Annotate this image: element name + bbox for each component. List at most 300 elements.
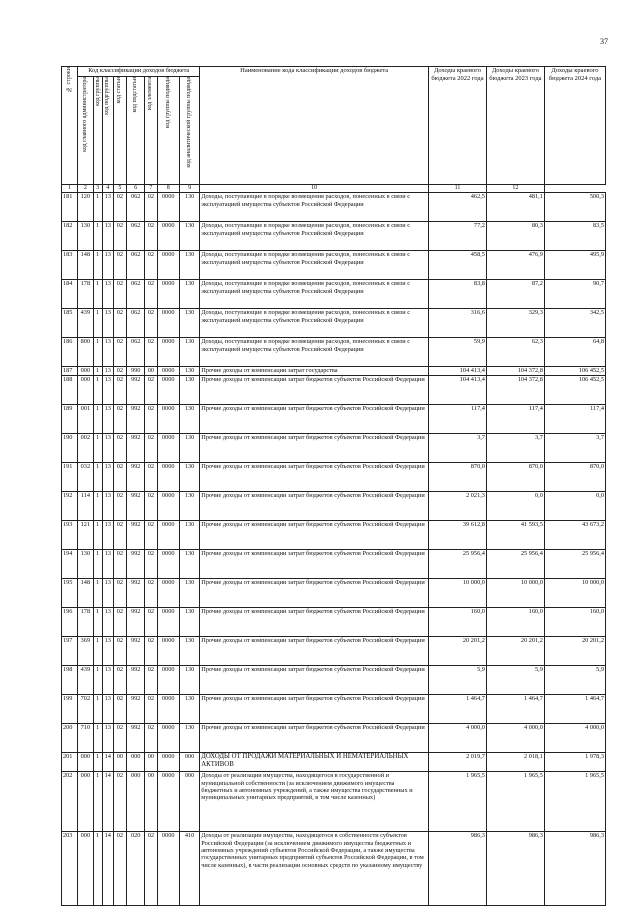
income-name: Прочие доходы от компенсации затрат бюджетов субъектов Российской Федерации [200, 550, 429, 579]
code-cell: 062 [127, 280, 145, 309]
classification-code-header: Код классификации доходов бюджета [78, 67, 200, 77]
income-2023-header: Доходы краевого бюджета 2023 года [486, 67, 544, 185]
row-number: 187 [62, 367, 78, 376]
income-value-2023: 476,9 [486, 251, 544, 280]
code-cell: 178 [78, 280, 93, 309]
income-value-2023: 2 018,1 [486, 753, 544, 772]
income-name: Прочие доходы от компенсации затрат бюджетов субъектов Российской Федерации [200, 637, 429, 666]
code-cell: 1 [93, 666, 102, 695]
income-value-2023: 870,0 [486, 463, 544, 492]
table-row [62, 637, 606, 666]
code-cell: 1 [93, 492, 102, 521]
code-cell: 13 [102, 309, 113, 338]
code-cell: 0000 [157, 463, 179, 492]
code-cell: 00 [145, 772, 157, 832]
income-value-2024: 0,0 [544, 492, 605, 521]
income-value-2022: 83,8 [429, 280, 487, 309]
table-row [62, 608, 606, 637]
row-number: 183 [62, 251, 78, 280]
column-number: 11 [429, 185, 487, 193]
code-header-5: код подстатьи [127, 77, 145, 185]
code-cell: 1 [93, 309, 102, 338]
code-cell: 00 [145, 367, 157, 376]
code-cell: 0000 [157, 637, 179, 666]
code-cell: 130 [179, 222, 199, 251]
code-cell: 0000 [157, 666, 179, 695]
table-row [62, 338, 606, 367]
code-cell: 062 [127, 193, 145, 222]
row-number: 203 [62, 832, 78, 906]
column-number: 9 [179, 185, 199, 193]
code-cell: 0000 [157, 521, 179, 550]
code-cell: 130 [179, 193, 199, 222]
income-value-2023: 62,3 [486, 338, 544, 367]
code-cell: 02 [145, 832, 157, 906]
code-cell: 1 [93, 434, 102, 463]
income-value-2022: 1 464,7 [429, 695, 487, 724]
code-cell: 130 [179, 724, 199, 753]
table-row [62, 550, 606, 579]
table-row [62, 280, 606, 309]
code-cell: 062 [127, 251, 145, 280]
income-value-2022: 77,2 [429, 222, 487, 251]
income-value-2023: 986,3 [486, 832, 544, 906]
row-number: 190 [62, 434, 78, 463]
code-cell: 800 [78, 338, 93, 367]
code-cell: 1 [93, 608, 102, 637]
code-cell: 002 [78, 434, 93, 463]
code-cell: 1 [93, 521, 102, 550]
row-number: 195 [62, 579, 78, 608]
income-value-2024: 5,9 [544, 666, 605, 695]
income-value-2024: 1 965,5 [544, 772, 605, 832]
code-cell: 13 [102, 579, 113, 608]
code-cell: 02 [113, 724, 126, 753]
income-value-2023: 3,7 [486, 434, 544, 463]
income-value-2024: 117,4 [544, 405, 605, 434]
income-value-2023: 117,4 [486, 405, 544, 434]
code-cell: 1 [93, 772, 102, 832]
row-number: 199 [62, 695, 78, 724]
code-cell: 1 [93, 251, 102, 280]
income-value-2022: 10 000,0 [429, 579, 487, 608]
code-cell: 14 [102, 753, 113, 772]
row-number: 182 [62, 222, 78, 251]
income-value-2022: 3,7 [429, 434, 487, 463]
row-number: 193 [62, 521, 78, 550]
income-value-2023: 481,1 [486, 193, 544, 222]
income-value-2023: 104 372,8 [486, 376, 544, 405]
code-cell: 992 [127, 579, 145, 608]
table-row [62, 405, 606, 434]
code-cell: 0000 [157, 280, 179, 309]
table-row [62, 753, 606, 772]
income-value-2022: 458,5 [429, 251, 487, 280]
code-cell: 02 [145, 309, 157, 338]
income-name: Прочие доходы от компенсации затрат бюджетов субъектов Российской Федерации [200, 434, 429, 463]
code-cell: 13 [102, 695, 113, 724]
code-cell: 13 [102, 724, 113, 753]
income-name: Прочие доходы от компенсации затрат бюджетов субъектов Российской Федерации [200, 405, 429, 434]
budget-income-table [61, 66, 606, 906]
code-cell: 13 [102, 550, 113, 579]
code-cell: 02 [113, 832, 126, 906]
income-name: Доходы, поступающие в порядке возмещения расходов, понесенных в связи с эксплуатацией имущества субъектов Российской Федерации [200, 222, 429, 251]
income-name: Доходы от реализации имущества, находящегося в собственности субъектов Российской Федерации (за исключением движимого имущества бюджетных и автономных учреждений субъектов Российской Федерации, а также имущества государственных унитарных предприятий субъектов Российской Федерации, в том числе казенных), в части реализации основных средств по указанному имуществу [200, 832, 429, 906]
income-name: Прочие доходы от компенсации затрат бюджетов субъектов Российской Федерации [200, 463, 429, 492]
column-number: 4 [102, 185, 113, 193]
income-value-2023: 329,3 [486, 309, 544, 338]
code-header-2: код группы [93, 77, 102, 185]
code-cell: 130 [179, 521, 199, 550]
row-number-header: № строки [62, 67, 78, 185]
code-cell: 02 [145, 492, 157, 521]
code-cell: 02 [113, 521, 126, 550]
table-row [62, 251, 606, 280]
code-cell: 0000 [157, 367, 179, 376]
code-cell: 02 [145, 637, 157, 666]
code-cell: 02 [145, 521, 157, 550]
code-cell: 130 [179, 251, 199, 280]
code-cell: 0000 [157, 338, 179, 367]
column-number: 1 [62, 185, 78, 193]
income-name: ДОХОДЫ ОТ ПРОДАЖИ МАТЕРИАЛЬНЫХ И НЕМАТЕРИАЛЬНЫХ АКТИВОВ [200, 753, 429, 772]
page-number: 37 [600, 37, 608, 46]
code-cell: 14 [102, 832, 113, 906]
code-cell: 062 [127, 338, 145, 367]
income-value-2024: 3,7 [544, 434, 605, 463]
code-cell: 130 [78, 222, 93, 251]
code-cell: 020 [127, 832, 145, 906]
code-header-1: код главного администратора [78, 77, 93, 185]
code-cell: 14 [102, 772, 113, 832]
code-cell: 1 [93, 579, 102, 608]
code-cell: 0000 [157, 376, 179, 405]
column-number: 3 [93, 185, 102, 193]
code-cell: 148 [78, 579, 93, 608]
code-cell: 1 [93, 695, 102, 724]
code-cell: 0000 [157, 695, 179, 724]
income-value-2022: 5,9 [429, 666, 487, 695]
income-value-2023: 20 201,2 [486, 637, 544, 666]
code-cell: 13 [102, 463, 113, 492]
income-value-2022: 1 965,5 [429, 772, 487, 832]
code-cell: 0000 [157, 550, 179, 579]
code-cell: 000 [78, 832, 93, 906]
table-row [62, 193, 606, 222]
code-header-6: код элемента [145, 77, 157, 185]
income-name: Прочие доходы от компенсации затрат бюджетов субъектов Российской Федерации [200, 492, 429, 521]
income-2022-header: Доходы краевого бюджета 2022 года [429, 67, 487, 185]
code-cell: 130 [179, 695, 199, 724]
code-cell: 02 [113, 434, 126, 463]
income-name: Доходы, поступающие в порядке возмещения расходов, понесенных в связи с эксплуатацией имущества субъектов Российской Федерации [200, 280, 429, 309]
code-cell: 992 [127, 434, 145, 463]
code-cell: 130 [179, 492, 199, 521]
code-cell: 0000 [157, 772, 179, 832]
table-row [62, 309, 606, 338]
code-cell: 130 [179, 338, 199, 367]
code-cell: 0000 [157, 832, 179, 906]
column-number: 8 [157, 185, 179, 193]
code-cell: 992 [127, 376, 145, 405]
code-cell: 130 [179, 280, 199, 309]
row-number: 186 [62, 338, 78, 367]
code-cell: 130 [179, 367, 199, 376]
column-number: 6 [127, 185, 145, 193]
table-row [62, 772, 606, 832]
income-value-2022: 462,5 [429, 193, 487, 222]
income-value-2024: 986,3 [544, 832, 605, 906]
code-cell: 1 [93, 193, 102, 222]
code-cell: 13 [102, 338, 113, 367]
code-header-4: код статьи [113, 77, 126, 185]
income-value-2024: 160,0 [544, 608, 605, 637]
code-cell: 130 [78, 550, 93, 579]
code-cell: 13 [102, 521, 113, 550]
income-value-2024: 500,3 [544, 193, 605, 222]
code-cell: 000 [179, 753, 199, 772]
row-number: 196 [62, 608, 78, 637]
row-number: 189 [62, 405, 78, 434]
column-number: 7 [145, 185, 157, 193]
income-value-2024: 106 452,5 [544, 376, 605, 405]
code-cell: 02 [113, 637, 126, 666]
income-value-2022: 870,0 [429, 463, 487, 492]
income-value-2023: 104 372,8 [486, 367, 544, 376]
code-cell: 062 [127, 309, 145, 338]
income-value-2022: 4 000,0 [429, 724, 487, 753]
code-cell: 710 [78, 724, 93, 753]
code-cell: 02 [113, 309, 126, 338]
column-number-row [62, 185, 606, 193]
code-cell: 130 [179, 434, 199, 463]
income-name: Доходы, поступающие в порядке возмещения расходов, понесенных в связи с эксплуатацией имущества субъектов Российской Федерации [200, 193, 429, 222]
income-value-2024: 25 956,4 [544, 550, 605, 579]
income-name: Прочие доходы от компенсации затрат бюджетов субъектов Российской Федерации [200, 521, 429, 550]
code-cell: 992 [127, 521, 145, 550]
code-cell: 1 [93, 724, 102, 753]
income-value-2023: 160,0 [486, 608, 544, 637]
code-cell: 130 [179, 405, 199, 434]
income-value-2022: 2 021,3 [429, 492, 487, 521]
code-cell: 000 [78, 753, 93, 772]
code-cell: 0000 [157, 251, 179, 280]
income-value-2024: 1 464,7 [544, 695, 605, 724]
code-cell: 992 [127, 463, 145, 492]
code-cell: 13 [102, 405, 113, 434]
code-cell: 000 [78, 772, 93, 832]
code-cell: 992 [127, 492, 145, 521]
code-cell: 13 [102, 280, 113, 309]
income-value-2024: 106 452,5 [544, 367, 605, 376]
table-row [62, 463, 606, 492]
income-value-2024: 870,0 [544, 463, 605, 492]
code-cell: 13 [102, 367, 113, 376]
income-name: Доходы, поступающие в порядке возмещения расходов, понесенных в связи с эксплуатацией имущества субъектов Российской Федерации [200, 251, 429, 280]
code-cell: 148 [78, 251, 93, 280]
income-value-2023: 4 000,0 [486, 724, 544, 753]
table-row [62, 666, 606, 695]
row-number: 198 [62, 666, 78, 695]
income-value-2022: 160,0 [429, 608, 487, 637]
code-cell: 02 [145, 724, 157, 753]
code-cell: 13 [102, 492, 113, 521]
income-value-2024: 1 978,3 [544, 753, 605, 772]
code-cell: 121 [78, 521, 93, 550]
income-value-2022: 25 956,4 [429, 550, 487, 579]
code-cell: 062 [127, 222, 145, 251]
code-cell: 130 [179, 579, 199, 608]
code-cell: 000 [78, 376, 93, 405]
table-row [62, 724, 606, 753]
code-cell: 1 [93, 405, 102, 434]
code-cell: 02 [113, 367, 126, 376]
code-cell: 990 [127, 367, 145, 376]
code-cell: 000 [127, 772, 145, 832]
income-value-2024: 43 673,2 [544, 521, 605, 550]
table-row [62, 492, 606, 521]
income-value-2023: 1 464,7 [486, 695, 544, 724]
code-cell: 02 [113, 695, 126, 724]
code-cell: 02 [145, 550, 157, 579]
code-cell: 02 [145, 338, 157, 367]
code-cell: 0000 [157, 222, 179, 251]
code-cell: 0000 [157, 309, 179, 338]
code-cell: 1 [93, 753, 102, 772]
code-cell: 130 [179, 550, 199, 579]
column-number: 2 [78, 185, 93, 193]
code-cell: 02 [113, 193, 126, 222]
code-cell: 02 [145, 405, 157, 434]
code-cell: 1 [93, 222, 102, 251]
code-cell: 992 [127, 550, 145, 579]
income-value-2022: 2 019,7 [429, 753, 487, 772]
code-cell: 1 [93, 376, 102, 405]
income-value-2023: 87,2 [486, 280, 544, 309]
code-cell: 13 [102, 637, 113, 666]
code-cell: 00 [113, 753, 126, 772]
income-value-2022: 20 201,2 [429, 637, 487, 666]
code-cell: 13 [102, 222, 113, 251]
code-cell: 02 [145, 608, 157, 637]
table-row [62, 434, 606, 463]
row-number: 194 [62, 550, 78, 579]
code-cell: 02 [145, 251, 157, 280]
code-cell: 0000 [157, 434, 179, 463]
code-cell: 178 [78, 608, 93, 637]
code-cell: 992 [127, 405, 145, 434]
code-cell: 13 [102, 666, 113, 695]
code-header-8: код аналитической группы подвида [179, 77, 199, 185]
code-cell: 130 [179, 608, 199, 637]
code-cell: 000 [78, 367, 93, 376]
code-cell: 02 [113, 772, 126, 832]
code-cell: 02 [113, 338, 126, 367]
code-cell: 02 [145, 666, 157, 695]
code-cell: 02 [113, 463, 126, 492]
table-row [62, 521, 606, 550]
income-value-2024: 83,5 [544, 222, 605, 251]
income-value-2022: 316,6 [429, 309, 487, 338]
code-cell: 992 [127, 608, 145, 637]
code-cell: 1 [93, 367, 102, 376]
table-row [62, 376, 606, 405]
code-cell: 130 [179, 637, 199, 666]
income-name: Прочие доходы от компенсации затрат бюджетов субъектов Российской Федерации [200, 666, 429, 695]
code-cell: 992 [127, 695, 145, 724]
code-cell: 02 [145, 193, 157, 222]
name-header: Наименование кода классификации доходов бюджета [200, 67, 429, 185]
code-cell: 130 [179, 666, 199, 695]
code-cell: 130 [179, 376, 199, 405]
code-cell: 000 [179, 772, 199, 832]
code-header-3: код подгруппы [102, 77, 113, 185]
code-cell: 13 [102, 251, 113, 280]
income-value-2023: 10 000,0 [486, 579, 544, 608]
code-cell: 0000 [157, 753, 179, 772]
income-2024-header: Доходы краевого бюджета 2024 года [544, 67, 605, 185]
code-cell: 13 [102, 608, 113, 637]
table-row [62, 579, 606, 608]
income-value-2022: 117,4 [429, 405, 487, 434]
code-cell: 1 [93, 280, 102, 309]
income-value-2023: 1 965,5 [486, 772, 544, 832]
income-value-2024: 64,8 [544, 338, 605, 367]
row-number: 184 [62, 280, 78, 309]
income-value-2024: 495,9 [544, 251, 605, 280]
code-cell: 02 [113, 550, 126, 579]
code-cell: 369 [78, 637, 93, 666]
code-cell: 702 [78, 695, 93, 724]
column-number: 10 [200, 185, 429, 193]
code-cell: 1 [93, 338, 102, 367]
income-name: Доходы от реализации имущества, находящегося в государственной и муниципальной собственности (за исключением движимого имущества бюджетных и автономных учреждений, а также имущества государственных и муниципальных унитарных предприятий, в том числе казенных) [200, 772, 429, 832]
income-name: Прочие доходы от компенсации затрат государства [200, 367, 429, 376]
code-cell: 02 [113, 666, 126, 695]
code-cell: 410 [179, 832, 199, 906]
income-value-2024: 90,7 [544, 280, 605, 309]
code-cell: 02 [113, 405, 126, 434]
income-value-2022: 39 612,8 [429, 521, 487, 550]
income-value-2024: 20 201,2 [544, 637, 605, 666]
code-cell: 02 [113, 222, 126, 251]
code-cell: 02 [145, 434, 157, 463]
code-cell: 1 [93, 463, 102, 492]
income-value-2024: 4 000,0 [544, 724, 605, 753]
code-cell: 992 [127, 637, 145, 666]
code-cell: 0000 [157, 405, 179, 434]
income-name: Прочие доходы от компенсации затрат бюджетов субъектов Российской Федерации [200, 376, 429, 405]
code-cell: 120 [78, 193, 93, 222]
income-value-2024: 342,5 [544, 309, 605, 338]
code-cell: 439 [78, 666, 93, 695]
code-cell: 0000 [157, 724, 179, 753]
code-cell: 130 [179, 309, 199, 338]
code-cell: 032 [78, 463, 93, 492]
code-cell: 02 [113, 251, 126, 280]
income-value-2022: 104 413,4 [429, 376, 487, 405]
code-cell: 02 [113, 608, 126, 637]
row-number: 200 [62, 724, 78, 753]
code-cell: 0000 [157, 492, 179, 521]
column-number: 5 [113, 185, 126, 193]
row-number: 201 [62, 753, 78, 772]
code-cell: 001 [78, 405, 93, 434]
table-row [62, 832, 606, 906]
income-value-2022: 104 413,4 [429, 367, 487, 376]
row-number: 202 [62, 772, 78, 832]
